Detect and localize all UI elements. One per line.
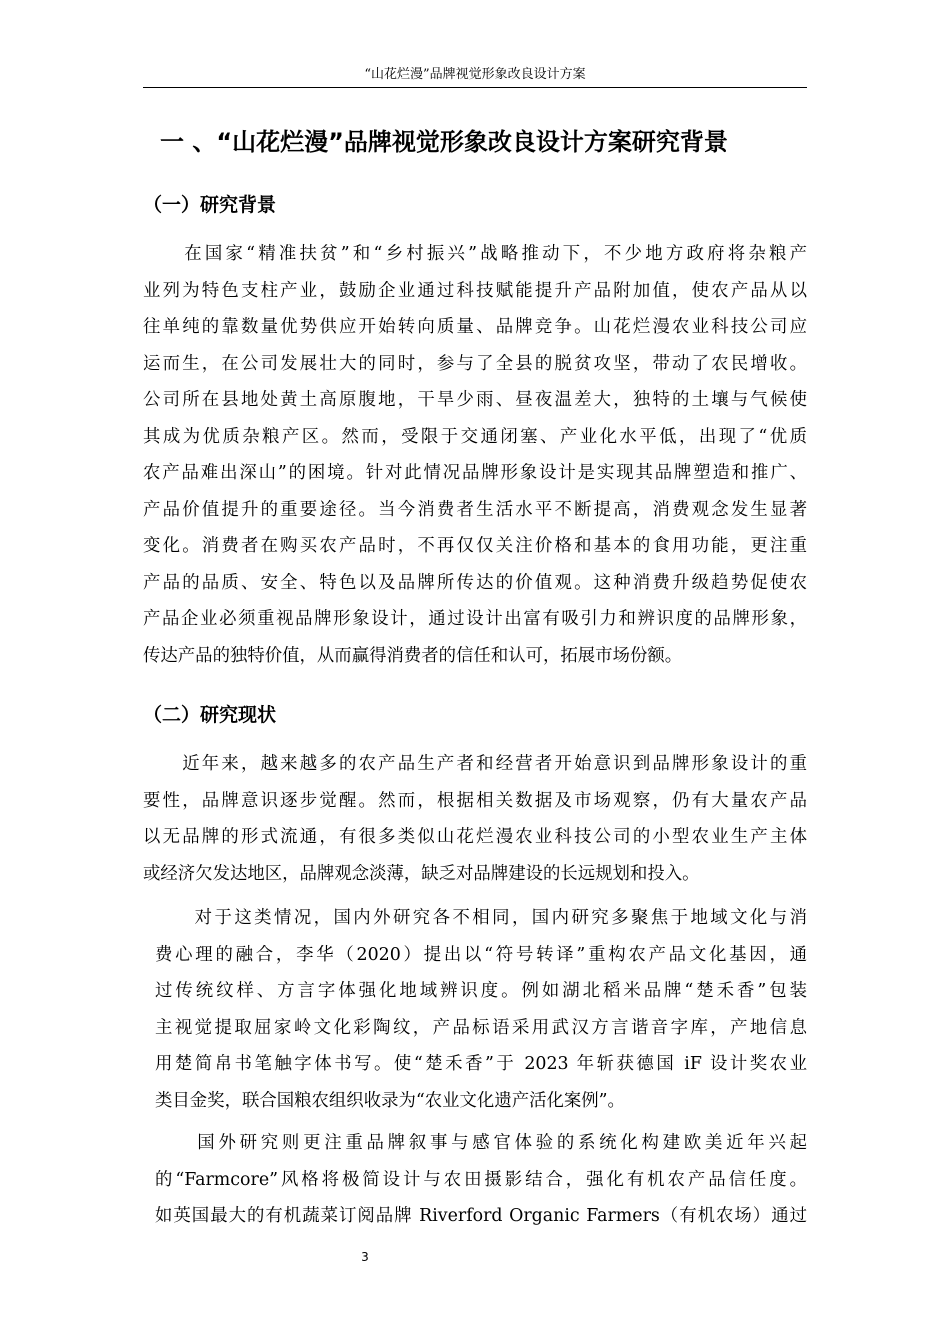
text-line: 运而生，在公司发展壮大的同时，参与了全县的脱贫攻坚，带动了农民增收。 bbox=[143, 353, 807, 374]
header-rule bbox=[143, 87, 807, 88]
text-line: 费心理的融合，李华（2020）提出以“符号转译”重构农产品文化基因，通 bbox=[155, 944, 807, 965]
text-line: 用楚简帛书笔触字体书写。使“楚禾香”于 2023 年斩获德国 iF 设计奖农业 bbox=[155, 1054, 807, 1074]
paragraph-status-2 bbox=[155, 900, 807, 1119]
text-line: 以无品牌的形式流通，有很多类似山花烂漫农业科技公司的小型农业生产主体 bbox=[143, 827, 807, 847]
text-line: 对于这类情况，国内外研究各不相同，国内研究多聚焦于地域文化与消 bbox=[155, 908, 807, 928]
section-title: 一 、“山花烂漫”品牌视觉形象改良设计方案研究背景 bbox=[160, 128, 728, 156]
text-line: 或经济欠发达地区，品牌观念淡薄，缺乏对品牌建设的长远规划和投入。 bbox=[143, 863, 700, 884]
text-line: 产品价值提升的重要途径。当今消费者生活水平不断提高，消费观念发生显著 bbox=[143, 499, 807, 520]
text-line: 变化。消费者在购买农产品时，不再仅仅关注价格和基本的食用功能，更注重 bbox=[143, 536, 807, 556]
text-line: 农产品难出深山”的困境。针对此情况品牌形象设计是实现其品牌塑造和推广、 bbox=[143, 463, 807, 483]
text-line: 在国家“精准扶贫”和“乡村振兴”战略推动下，不少地方政府将杂粮产 bbox=[143, 244, 807, 264]
text-line: 其成为优质杂粮产区。然而，受限于交通闭塞、产业化水平低，出现了“优质 bbox=[143, 426, 807, 447]
page-number: 3 bbox=[361, 1250, 369, 1264]
text-line: 业列为特色支柱产业，鼓励企业通过科技赋能提升产品附加值，使农产品从以 bbox=[143, 280, 807, 301]
text-line: 的“Farmcore”风格将极简设计与农田摄影结合，强化有机农产品信任度。 bbox=[155, 1169, 807, 1190]
running-header: “山花烂漫”品牌视觉形象改良设计方案 bbox=[364, 67, 586, 82]
text-line: 近年来，越来越多的农产品生产者和经营者开始意识到品牌形象设计的重 bbox=[143, 754, 807, 774]
text-line: 过传统纹样、方言字体强化地域辨识度。例如湖北稻米品牌“楚禾香”包装 bbox=[155, 981, 807, 1001]
text-line: 公司所在县地处黄土高原腹地，干旱少雨、昼夜温差大，独特的土壤与气候使 bbox=[143, 390, 807, 410]
text-line: 如英国最大的有机蔬菜订阅品牌 Riverford Organic Farmers（有机农场）通过 bbox=[155, 1206, 807, 1226]
text-line: 要性，品牌意识逐步觉醒。然而，根据相关数据及市场观察，仍有大量农产品 bbox=[143, 790, 807, 811]
subsection-title-status: （二）研究现状 bbox=[143, 704, 277, 726]
subsection-title-background: （一）研究背景 bbox=[143, 194, 277, 216]
text-line: 主视觉提取屈家岭文化彩陶纹，产品标语采用武汉方言谐音字库，产地信息 bbox=[155, 1017, 807, 1038]
text-line: 产品的品质、安全、特色以及品牌所传达的价值观。这种消费升级趋势促使农 bbox=[143, 572, 807, 593]
paragraph-status-3 bbox=[155, 1125, 807, 1235]
text-line: 往单纯的靠数量优势供应开始转向质量、品牌竞争。山花烂漫农业科技公司应 bbox=[143, 317, 807, 337]
text-line: 传达产品的独特价值，从而赢得消费者的信任和认可，拓展市场份额。 bbox=[143, 645, 683, 666]
text-line: 国外研究则更注重品牌叙事与感官体验的系统化构建欧美近年兴起 bbox=[155, 1133, 807, 1153]
text-line: 产品企业必须重视品牌形象设计，通过设计出富有吸引力和辨识度的品牌形象， bbox=[143, 609, 807, 629]
paragraph-background bbox=[143, 236, 807, 674]
text-line: 类目金奖，联合国粮农组织收录为“农业文化遗产活化案例”。 bbox=[155, 1090, 625, 1111]
paragraph-status-1 bbox=[143, 746, 807, 892]
